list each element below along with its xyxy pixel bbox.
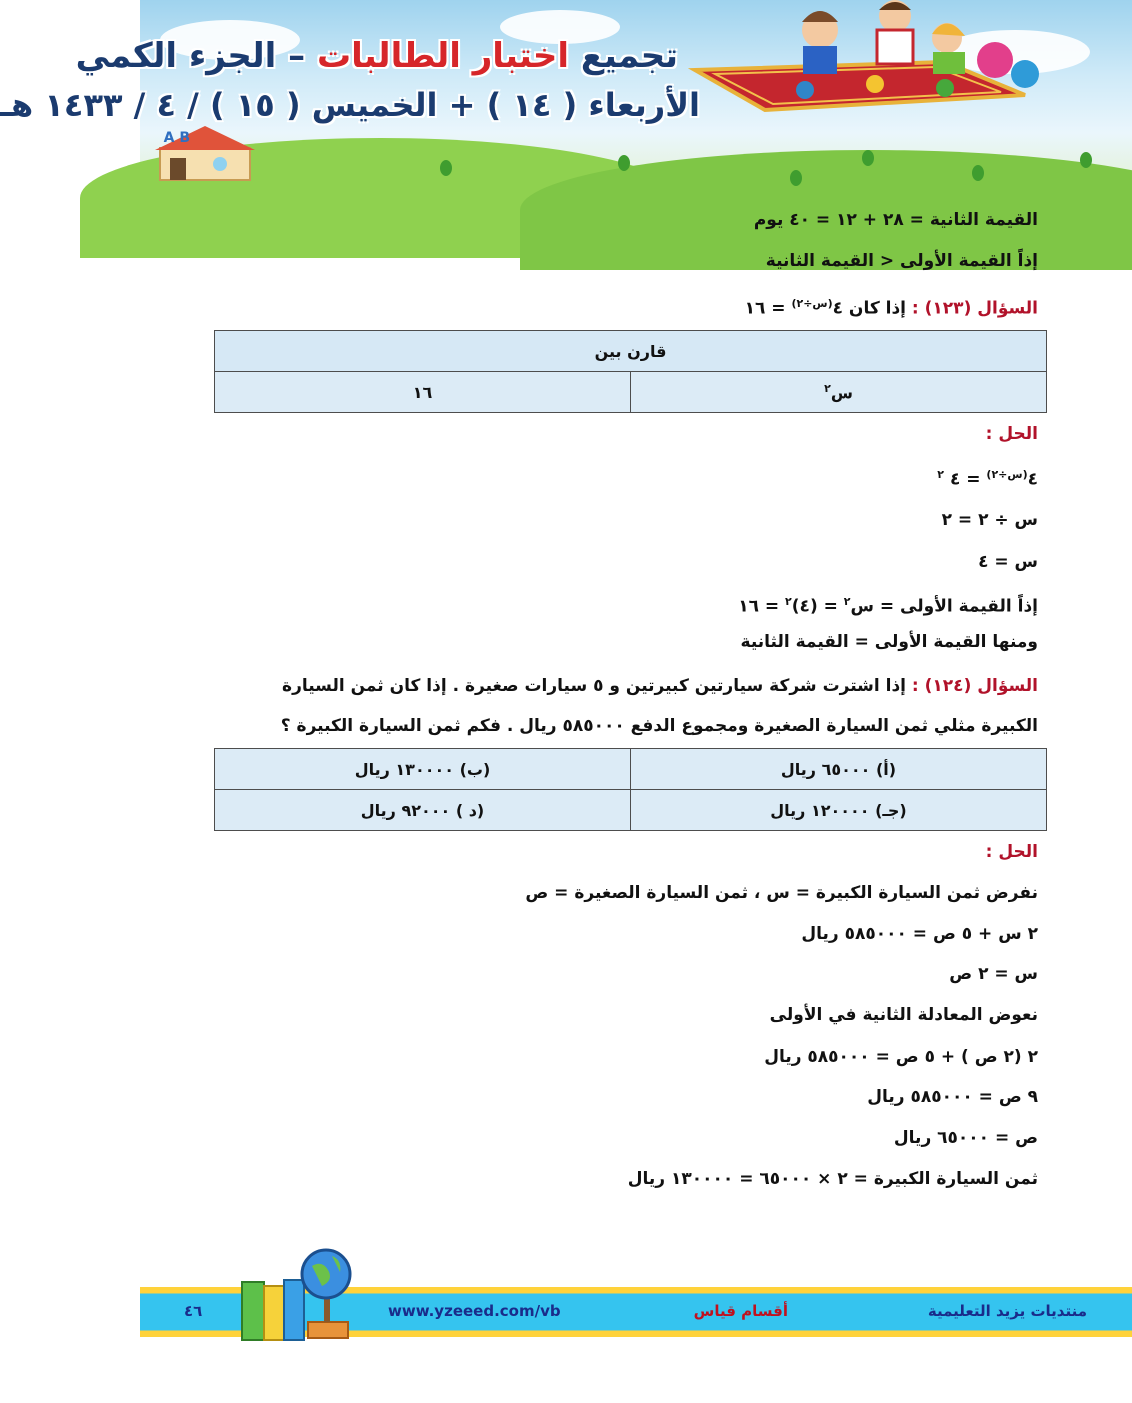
compare-table-header: قارن بين [215,331,1047,372]
solution-step: ٩ ص = ٥٨٥٠٠٠ ريال [867,1087,1038,1107]
option-d: (د ) ٩٢٠٠٠ ريال [215,790,631,831]
solution-step: ٢ س + ٥ ص = ٥٨٥٠٠٠ ريال [801,924,1038,944]
option-b: (ب) ١٣٠٠٠٠ ريال [215,749,631,790]
solution-label: الحل : [985,842,1038,862]
solution-step: نفرض ثمن السيارة الكبيرة = س ، ثمن السيارة الصغيرة = ص [525,883,1038,903]
compare-cell-first: س$^٢$ [631,372,1047,413]
page-subtitle: الأربعاء ( ١٤ ) + الخميس ( ١٥ ) / ٤ / ١٤٣٣ هـ [0,86,700,124]
footer-url-link[interactable]: www.yzeeed.com/vb [388,1302,561,1320]
solution-conclusion: ثمن السيارة الكبيرة = ٢ × ٦٥٠٠٠ = ١٣٠٠٠٠ ريال [627,1169,1038,1189]
footer-site-name: منتديات يزيد التعليمية [927,1302,1087,1320]
question-124: السؤال (١٢٤) : إذا اشترت شركة سيارتين كبيرتين و ٥ سيارات صغيرة . إذا كان ثمن السيارة [282,676,1038,696]
solution-step: نعوض المعادلة الثانية في الأولى [769,1005,1038,1025]
solution-conclusion: ومنها القيمة الأولى = القيمة الثانية [740,632,1038,652]
question-label: السؤال (١٢٣) : [906,298,1038,319]
solution-step: ص = ٦٥٠٠٠ ريال [893,1128,1038,1148]
svg-text:A B: A B [163,130,190,146]
flying-carpet-illustration [695,0,1095,140]
text-line: إذاً القيمة الأولى < القيمة الثانية [765,251,1038,271]
abc-building-icon [150,120,260,182]
option-c: (جـ) ١٢٠٠٠٠ ريال [631,790,1047,831]
solution-step: إذاً القيمة الأولى = س$^٢$ = (٤)$^٢$ = ١٦ [738,595,1038,617]
option-a: (أ) ٦٥٠٠٠ ريال [631,749,1047,790]
solution-step: ٢ (٢ ص ) + ٥ ص = ٥٨٥٠٠٠ ريال [764,1047,1038,1067]
solution-step: س ÷ ٢ = ٢ [941,510,1038,530]
footer-section-link[interactable]: أقسام قياس [693,1302,788,1320]
options-table [214,748,1047,831]
solution-step: $٤^{(س\div ٢)}$ = ٤ $^٢$ [937,468,1038,490]
page-title: تجميع اختبار الطالبات – الجزء الكمي [75,36,678,76]
solution-label: الحل : [985,424,1038,444]
header-banner [0,0,1132,190]
question-123: السؤال (١٢٣) : إذا كان $٤^{(س\div ٢)}$ = ١٦ [744,297,1038,319]
question-124-continued: الكبيرة مثلي ثمن السيارة الصغيرة ومجموع الدفع ٥٨٥٠٠٠ ريال . فكم ثمن السيارة الكبيرة ؟ [280,716,1038,736]
text-line: القيمة الثانية = ٢٨ + ١٢ = ٤٠ يوم [753,210,1038,230]
books-globe-icon [238,1240,354,1344]
compare-cell-second: ١٦ [215,372,631,413]
compare-table [214,330,1047,413]
page-number: ٤٦ [184,1302,203,1320]
solution-step: س = ٢ ص [949,964,1038,984]
question-label: السؤال (١٢٤) : [906,676,1038,696]
solution-step: س = ٤ [978,552,1038,572]
